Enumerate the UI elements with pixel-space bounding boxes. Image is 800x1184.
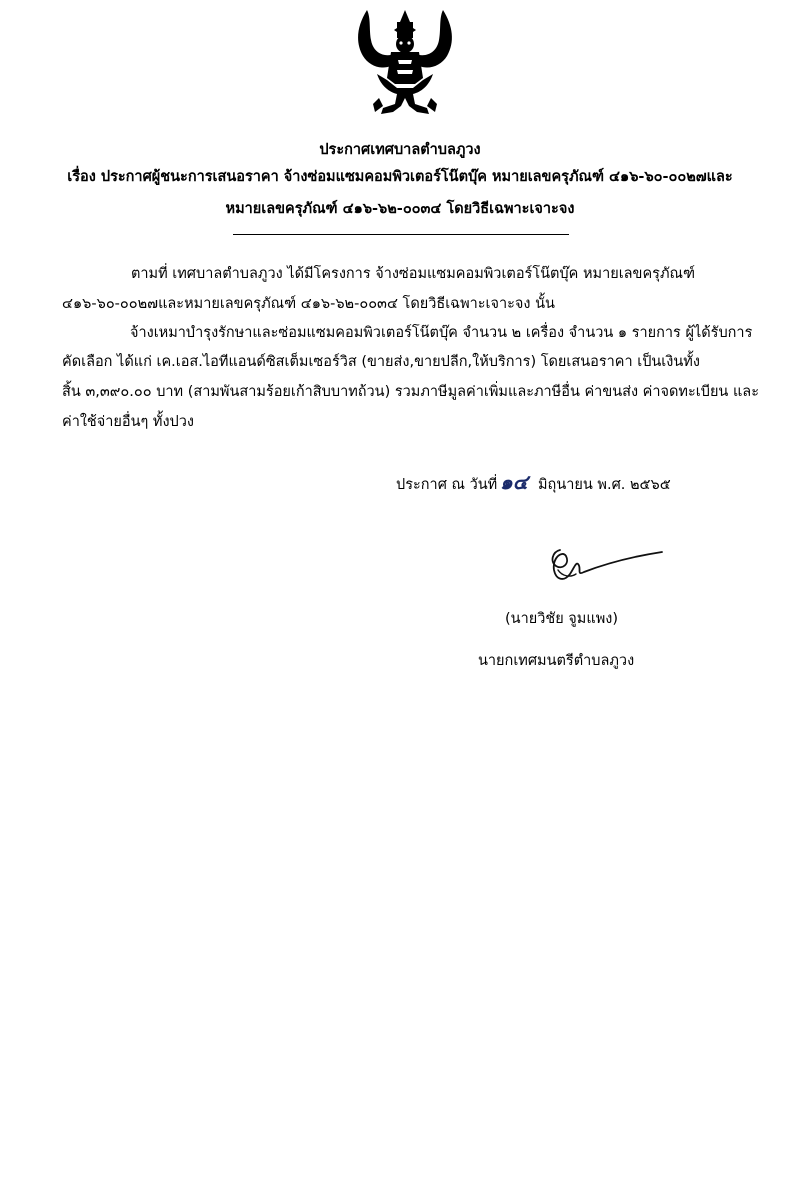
body-line: สิ้น ๓,๓๙๐.๐๐ บาท (สามพันสามร้อยเก้าสิบบาทถ้วน) รวมภาษีมูลค่าเพิ่มและภาษีอื่น ค่าขนส่ง ค่าจดทะเบียน และ [62, 384, 759, 400]
signer-name: (นายวิชัย จูมแพง) [505, 611, 618, 627]
title-divider [233, 234, 569, 235]
signer-position: นายกเทศมนตรีตำบลภูวง [478, 653, 635, 669]
announce-date-month-year: มิถุนายน พ.ศ. ๒๕๖๕ [538, 477, 671, 493]
announce-date-prefix: ประกาศ ณ วันที่ [396, 477, 498, 493]
body-line: ค่าใช้จ่ายอื่นๆ ทั้งปวง [62, 414, 194, 430]
body-line: ๔๑๖-๖๐-๐๐๒๗และหมายเลขครุภัณฑ์ ๔๑๖-๖๒-๐๐๓๔ โดยวิธีเฉพาะเจาะจง นั้น [62, 296, 555, 312]
announcement-title: ประกาศเทศบาลตำบลภูวง [319, 142, 481, 158]
garuda-emblem-icon [353, 8, 457, 116]
subject-line-2: หมายเลขครุภัณฑ์ ๔๑๖-๖๒-๐๐๓๔ โดยวิธีเฉพาะเจาะจง [225, 201, 575, 217]
subject-line-1: เรื่อง ประกาศผู้ชนะการเสนอราคา จ้างซ่อมแซมคอมพิวเตอร์โน๊ตบุ๊ค หมายเลขครุภัณฑ์ ๔๑๖-๖๐-๐๐๒๗และ [67, 169, 733, 185]
body-line: จ้างเหมาบำรุงรักษาและซ่อมแซมคอมพิวเตอร์โน๊ตบุ๊ค จำนวน ๒ เครื่อง จำนวน ๑ รายการ ผู้ได้รับการ [130, 325, 753, 341]
handwritten-signature [540, 540, 664, 592]
announce-day-handwritten: ๑๔ [500, 470, 528, 494]
body-line: ตามที่ เทศบาลตำบลภูวง ได้มีโครงการ จ้างซ่อมแซมคอมพิวเตอร์โน๊ตบุ๊ค หมายเลขครุภัณฑ์ [131, 266, 695, 282]
body-line: คัดเลือก ได้แก่ เค.เอส.ไอทีแอนด์ซิสเต็มเซอร์วิส (ขายส่ง,ขายปลีก,ให้บริการ) โดยเสนอราคา เป็นเงินทั้ง [62, 354, 700, 370]
